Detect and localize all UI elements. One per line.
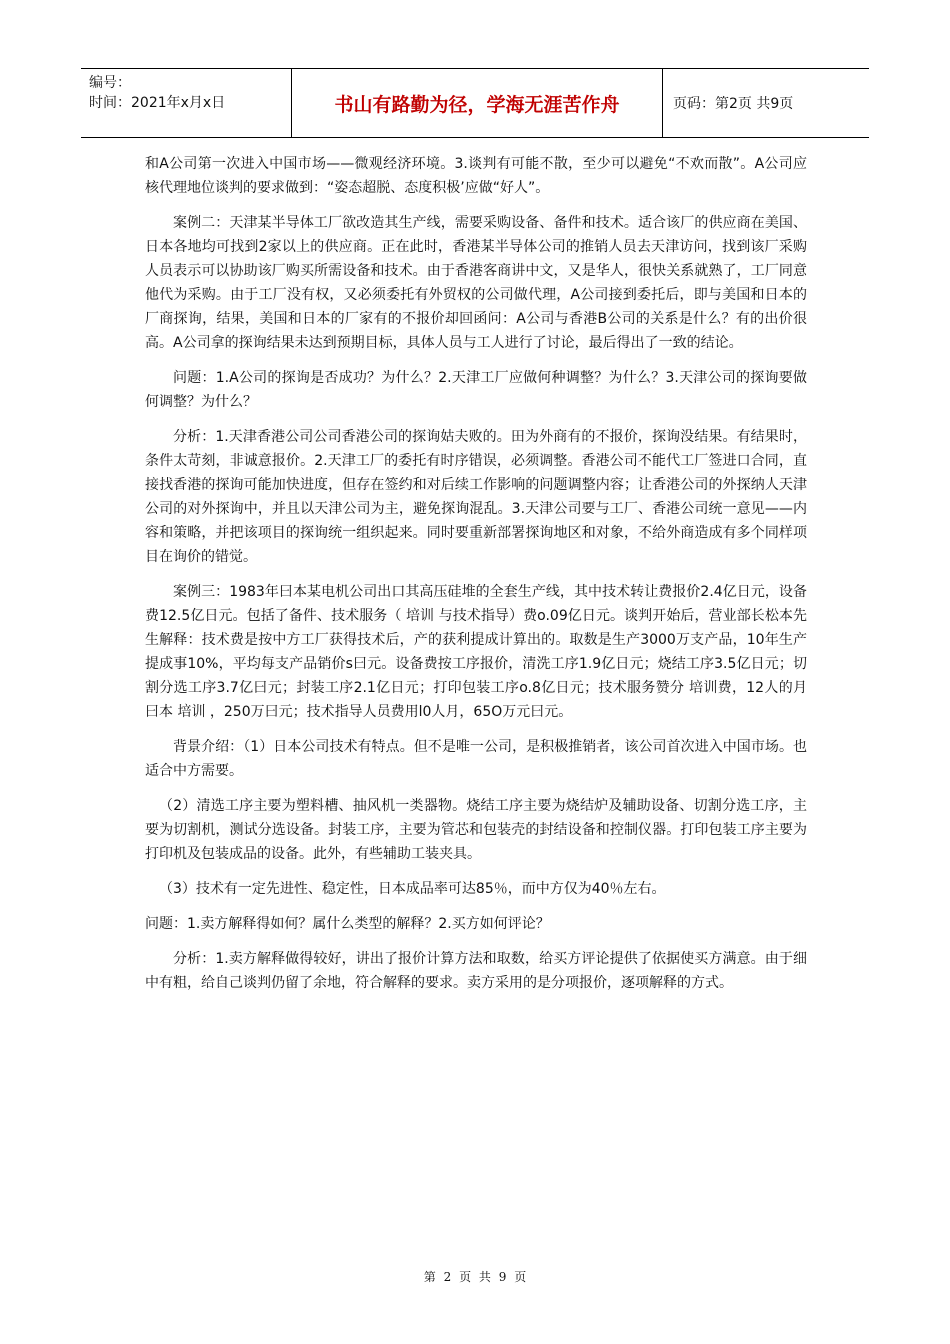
document-time-label: 时间：2021年x月x日 xyxy=(89,95,226,111)
page-header xyxy=(81,68,869,138)
footer-ye-2: 页 xyxy=(514,1270,527,1284)
page-number-label: 页码：第2页 共9页 xyxy=(673,96,794,112)
header-page-info xyxy=(663,69,869,137)
footer-total-pages: 9 xyxy=(498,1270,507,1284)
document-number-label: 编号： xyxy=(89,75,131,91)
paragraph-background: 背景介绍：（1）日本公司技术有特点。但不是唯一公司，是积极推销者，该公司首次进入中国市场。也适合中方需要。 xyxy=(145,739,807,779)
paragraph-continuation: 和A公司第一次进入中国市场——微观经济环境。3.谈判有可能不散，至少可以避免“不欢而散”。A公司应核代理地位谈判的要求做到：“姿态超脱、态度积极’应做“好人”。 xyxy=(145,156,807,196)
page-footer xyxy=(0,1268,950,1285)
header-motto xyxy=(291,69,663,137)
paragraph-case-three-analysis: 分析：1.卖方解释做得较好，讲出了报价计算方法和取数，给买方评论提供了依据使买方满意。由于细中有粗，给自己谈判仍留了余地，符合解释的要求。卖方采用的是分项报价，逐项解释的方式。 xyxy=(145,951,807,991)
paragraph-case-two-question: 问题：1.A公司的探询是否成功？为什么？2.天津工厂应做何种调整？为什么？3.天津公司的探询要做何调整？为什么？ xyxy=(145,370,807,410)
footer-di: 第 xyxy=(423,1270,436,1284)
footer-ye: 页 xyxy=(459,1270,472,1284)
paragraph-case-two: 案例二：天津某半导体工厂欲改造其生产线，需要采购设备、备件和技术。适合该厂的供应商在美国、日本各地均可找到2家以上的供应商。正在此时，香港某半导体公司的推销人员去天津访问，找到该厂采购人员表示可以协助该厂购买所需设备和技术。由于香港客商讲中文，又是华人，很快关系就熟了，工厂同意他代为采购。由于工厂没有权，又必须委托有外贸权的公司做代理，A公司接到委托后，即与美国和日本的厂商探询，结果，美国和日本的厂家有的不报价却回函问：A公司与香港B公司的关系是什么？有的出价很高。A公司拿的探询结果未达到预期目标，具体人员与工人进行了讨论，最后得出了一致的结论。 xyxy=(145,215,807,351)
paragraph-background-3: （3）技术有一定先进性、稳定性，日本成品率可达85％，而中方仅为40％左右。 xyxy=(159,881,666,897)
motto-text: 书山有路勤为径，学海无涯苦作舟 xyxy=(334,93,620,116)
paragraph-case-two-analysis: 分析：1.天津香港公司公司香港公司的探询姑夫败的。田为外商有的不报价，探询没结果。有结果时，条件太苛刻，非诚意报价。2.天津工厂的委托有时序错误，必须调整。香港公司不能代工厂签进口合同，直接找香港的探询可能加快进度，但存在签约和对后续工作影响的问题调整内容；让香港公司的外探纳人天津公司的对外探询中，并且以天津公司为主，避免探询混乱。3.天津公司要与工厂、香港公司统一意见——内容和策略，并把该项目的探询统一组织起来。同时要重新部署探询地区和对象，不给外商造成有多个同样项目在询价的错觉。 xyxy=(145,429,807,565)
footer-page-number: 2 xyxy=(443,1270,452,1284)
paragraph-background-2: （2）清选工序主要为塑料槽、抽风机一类器物。烧结工序主要为烧结炉及辅助设备、切割分选工序，主要为切割机，测试分选设备。封装工序，主要为管芯和包装壳的封结设备和控制仪器。打印包装工序主要为打印机及包装成品的设备。此外，有些辅助工装夹具。 xyxy=(145,798,807,862)
paragraph-case-three-question: 问题：1.卖方解释得如何？属什么类型的解释？2.买方如何评论？ xyxy=(145,916,550,932)
header-meta xyxy=(81,69,291,137)
footer-gong: 共 xyxy=(478,1270,491,1284)
document-body xyxy=(145,152,807,1006)
paragraph-case-three: 案例三：1983年曰本某电机公司出口其高压硅堆的全套生产线，其中技术转让费报价2.4亿日元，设备费12.5亿日元。包括了备件、技术服务（ 培训 与技术指导）费o.09亿日元。谈判开始后，营业部长松本先生解释：技术费是按中方工厂获得技术后，产的获利提成计算出的。取数是生产3000万支产品，10年生产提成事10%，平均每支产品销价s曰元。设备费按工序报价，清洗工序1.9亿日元；烧结工序3.5亿日元；切割分选工序3.7亿曰元；封装工序2.1亿日元；打印包装工序o.8亿日元；技术服务赞分 培训费，12人的月曰本 培训 ，250万曰元；技术指导人员费用l0人月，65O万元曰元。 xyxy=(145,584,807,720)
